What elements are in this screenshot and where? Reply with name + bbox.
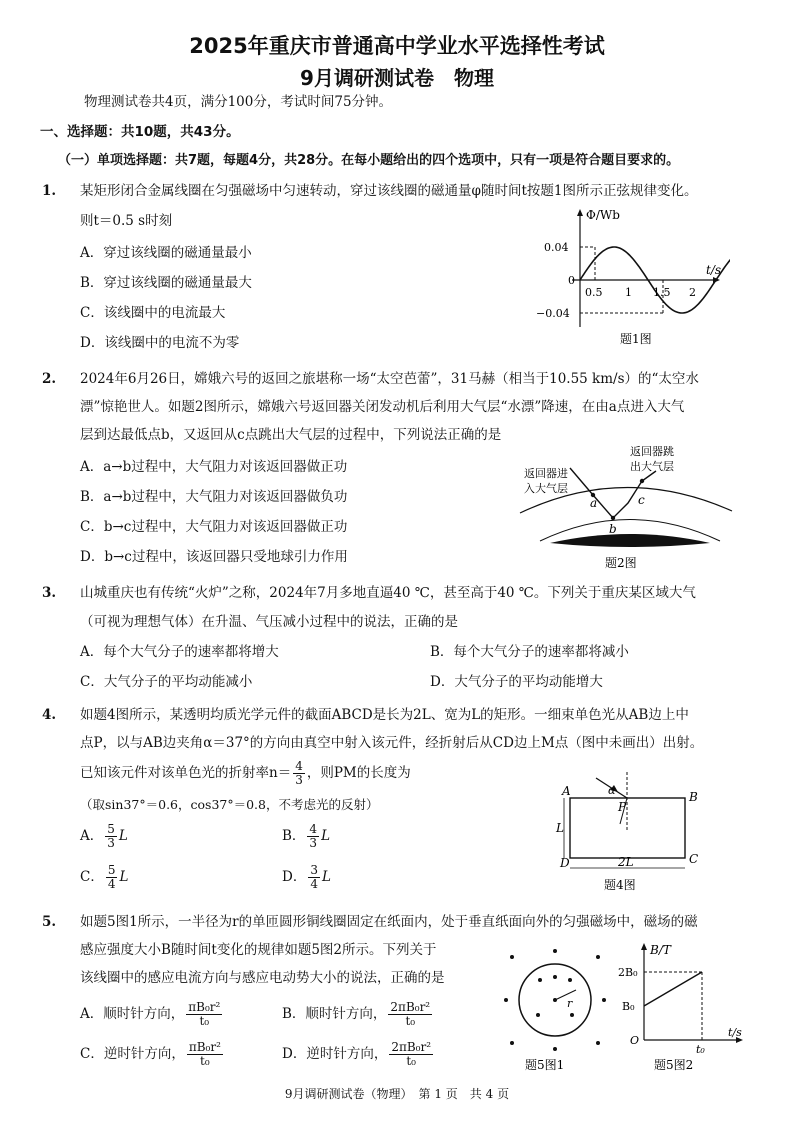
option-a: A．穿过该线圈的磁通量最小: [80, 245, 252, 261]
angle-alpha: α: [608, 784, 616, 797]
option-fraction: [388, 1001, 432, 1028]
question-number: 3.: [42, 585, 57, 601]
label-exit-line2: 出大气层: [630, 460, 674, 473]
label-c: c: [638, 493, 645, 507]
y-axis-arrow: [641, 943, 647, 950]
label-enter-line2: 入大气层: [524, 482, 568, 495]
b-line: [644, 972, 702, 1006]
fraction-numerator: 5: [107, 863, 116, 877]
question-stem-line: 2024年6月26日，嫦娥六号的返回之旅堪称一场“太空芭蕾”，31马赫（相当于10.55 km/s）的“太空水: [80, 371, 699, 387]
fraction-numerator: 2πB₀r²: [390, 1000, 431, 1014]
option-label: C．: [80, 869, 104, 885]
option-d: D．b→c过程中，该返回器只受地球引力作用: [80, 549, 348, 565]
label-enter-line1: 返回器进: [524, 467, 568, 480]
question-note: （取sin37°＝0.6，cos37°＝0.8，不考虑光的反射）: [80, 797, 379, 812]
field-dot: [596, 1041, 600, 1045]
question-stem-line: 点P，以与AB边夹角α＝37°的方向由真空中射入该元件，经折射后从CD边上M点（图中未画出）出射。: [80, 735, 704, 751]
option-label: C．逆时针方向，: [80, 1046, 185, 1062]
y-tick-b0: B₀: [622, 1000, 635, 1013]
fraction-denominator: 4: [107, 877, 116, 891]
fraction-numerator: 2πB₀r²: [391, 1040, 432, 1054]
option-fraction: [105, 823, 117, 850]
field-dot: [568, 978, 572, 982]
question-stem-line: 山城重庆也有传统“火炉”之称，2024年7月多地直逼40 ℃，甚至高于40 ℃。下列关于重庆某区域大气: [80, 585, 696, 601]
origin-label: O: [630, 1034, 640, 1047]
label-exit-line1: 返回器跳: [630, 445, 674, 458]
x-tick-t0: t₀: [696, 1043, 705, 1056]
label-b: b: [609, 522, 617, 536]
x-axis-label: t/s: [728, 1026, 742, 1039]
radius-label: r: [567, 997, 573, 1010]
y-tick-bottom: −0.04: [536, 307, 570, 320]
height-label: L: [556, 821, 564, 835]
fraction-denominator: 3: [309, 836, 318, 850]
point-c: [640, 479, 644, 483]
x-axis-label: t/s: [706, 263, 722, 277]
question-number: 4.: [42, 707, 57, 723]
fraction-numerator: 5: [107, 822, 115, 836]
y-axis-arrow: [577, 209, 583, 216]
x-tick: 0.5: [585, 286, 603, 299]
label-a: a: [590, 496, 598, 510]
earth-shadow: [550, 534, 710, 547]
question-stem-line: 某矩形闭合金属线圈在匀强磁场中匀速转动，穿过该线圈的磁通量φ随时间t按题1图所示正弦规律变化。: [80, 183, 698, 199]
option-label: A．顺时针方向，: [80, 1006, 185, 1022]
point-p: P: [618, 800, 627, 814]
fraction-denominator: 4: [310, 877, 318, 891]
fraction-denominator: 3: [107, 836, 115, 850]
option-unit: L: [321, 869, 331, 885]
fraction-denominator: t₀: [405, 1014, 416, 1028]
option-unit: L: [119, 869, 129, 885]
field-dot: [510, 1041, 514, 1045]
option-fraction: [389, 1041, 433, 1068]
option-unit: L: [321, 828, 331, 844]
y-axis-label: B/T: [650, 943, 671, 957]
subsection-heading: （一）单项选择题：共7题，每题4分，共28分。在每小题给出的四个选项中，只有一项是符合题目要求的。: [58, 153, 680, 168]
exam-subtitle: 9月调研测试卷 物理: [300, 66, 494, 90]
figure-q2-skip-reentry: [510, 443, 740, 573]
question-stem-line: 该线圈中的感应电流方向与感应电动势大小的说法，正确的是: [80, 970, 445, 986]
fraction-numerator: 3: [310, 863, 318, 877]
fraction-denominator: 3: [295, 773, 303, 787]
field-dot: [553, 1047, 557, 1051]
fraction-numerator: πB₀r²: [188, 1000, 221, 1014]
x-tick: 1.5: [653, 286, 671, 299]
figure-caption: 题4图: [604, 878, 636, 892]
option-d: D．该线圈中的电流不为零: [80, 335, 240, 351]
y-tick-2b0: 2B₀: [618, 966, 638, 979]
page-footer: 9月调研测试卷（物理） 第 1 页 共 4 页: [284, 1087, 510, 1101]
stem-text: ，则PM的长度为: [306, 765, 411, 781]
question-stem-line: 感应强度大小B随时间t变化的规律如题5图2所示。下列关于: [80, 942, 437, 958]
y-axis-label: Φ/Wb: [586, 208, 620, 222]
option-fraction: [307, 823, 319, 850]
figure-q5-coil: [500, 945, 610, 1075]
exam-title: 2025年重庆市普通高中学业水平选择性考试: [189, 34, 605, 58]
fraction-denominator: t₀: [406, 1054, 416, 1068]
option-unit: L: [118, 828, 128, 844]
option-label: B．顺时针方向，: [282, 1006, 387, 1022]
radius-line: [555, 990, 576, 1000]
field-dot: [538, 978, 542, 982]
option-b: B．每个大气分子的速率都将减小: [430, 644, 629, 660]
option-c: C．大气分子的平均动能减小: [80, 674, 253, 690]
option-b: [282, 1001, 434, 1028]
figure-caption: 题5图1: [525, 1058, 565, 1072]
origin-label: 0: [568, 274, 575, 287]
exam-intro: 物理测试卷共4页，满分100分，考试时间75分钟。: [84, 94, 393, 110]
fraction-numerator: πB₀r²: [188, 1040, 221, 1054]
option-c: C．该线圈中的电流最大: [80, 305, 226, 321]
figure-caption: 题5图2: [654, 1058, 694, 1072]
section-heading: 一、选择题：共10题，共43分。: [40, 124, 240, 140]
option-a: A．a→b过程中，大气阻力对该返回器做正功: [80, 459, 348, 475]
option-a: [80, 823, 128, 850]
option-b: [282, 823, 330, 850]
question-number: 1.: [42, 183, 57, 199]
question-stem-line: 层到达最低点b，又返回从c点跳出大气层的过程中，下列说法正确的是: [80, 427, 502, 443]
fraction-numerator: 4: [309, 822, 318, 836]
figure-q4-rectangle: [548, 768, 708, 896]
y-tick-top: 0.04: [544, 241, 569, 254]
field-dot: [553, 975, 557, 979]
figure-caption: 题2图: [605, 556, 637, 570]
option-a: [80, 1001, 224, 1028]
field-dot: [510, 955, 514, 959]
field-dot: [570, 1013, 574, 1017]
vertex-b: B: [689, 790, 698, 804]
option-fraction: [106, 864, 118, 891]
width-label: 2L: [618, 855, 634, 869]
point-b: [611, 516, 615, 520]
field-dot: [602, 998, 606, 1002]
question-stem-line: 如题5图1所示，一半径为r的单匝圆形铜线圈固定在纸面内，处于垂直纸面向外的匀强磁场中，磁场的磁: [80, 914, 698, 930]
field-dot: [504, 998, 508, 1002]
option-d: [282, 1041, 435, 1068]
field-dot: [536, 1013, 540, 1017]
option-label: D．: [282, 869, 307, 885]
option-a: A．每个大气分子的速率都将增大: [80, 644, 279, 660]
x-tick: 2: [689, 286, 696, 299]
option-b: B．穿过该线圈的磁通量最大: [80, 275, 252, 291]
stem-text: 已知该元件对该单色光的折射率n＝: [80, 765, 292, 781]
question-number: 2.: [42, 371, 57, 387]
question-stem-line: （可视为理想气体）在升温、气压减小过程中的说法，正确的是: [80, 614, 458, 630]
question-stem-line: 漂”惊艳世人。如题2图所示，嫦娥六号返回器关闭发动机后利用大气层“水漂”降速，在由a点进入大气: [80, 399, 685, 415]
x-tick: 1: [625, 286, 632, 299]
option-b: B．a→b过程中，大气阻力对该返回器做负功: [80, 489, 348, 505]
fraction-numerator: 4: [295, 759, 303, 773]
option-d: [282, 864, 331, 891]
option-fraction: [187, 1041, 223, 1068]
option-d: D．大气分子的平均动能增大: [430, 674, 603, 690]
figure-q5-b-graph: [610, 940, 760, 1075]
fraction-denominator: t₀: [200, 1054, 210, 1068]
refractive-index-fraction: [293, 760, 305, 787]
figure-caption: 题1图: [620, 332, 652, 346]
question-stem-line: [80, 760, 411, 787]
option-fraction: [186, 1001, 222, 1028]
fraction-denominator: t₀: [199, 1014, 210, 1028]
option-c: [80, 864, 128, 891]
field-dot: [596, 955, 600, 959]
vertex-a: A: [562, 784, 571, 798]
option-c: [80, 1041, 225, 1068]
vertex-d: D: [560, 856, 570, 870]
vertex-c: C: [689, 852, 699, 866]
question-stem-line: 如题4图所示，某透明均质光学元件的截面ABCD是长为2L、宽为L的矩形。一细束单色光从AB边上中: [80, 707, 689, 723]
question-number: 5.: [42, 914, 57, 930]
question-stem-line: 则t＝0.5 s时刻: [80, 213, 173, 229]
option-label: B．: [282, 828, 306, 844]
figure-q1-flux-graph: [530, 205, 730, 355]
field-dot: [553, 949, 557, 953]
option-label: A．: [80, 828, 104, 844]
option-label: D．逆时针方向，: [282, 1046, 388, 1062]
option-c: C．b→c过程中，大气阻力对该返回器做正功: [80, 519, 348, 535]
option-fraction: [308, 864, 320, 891]
